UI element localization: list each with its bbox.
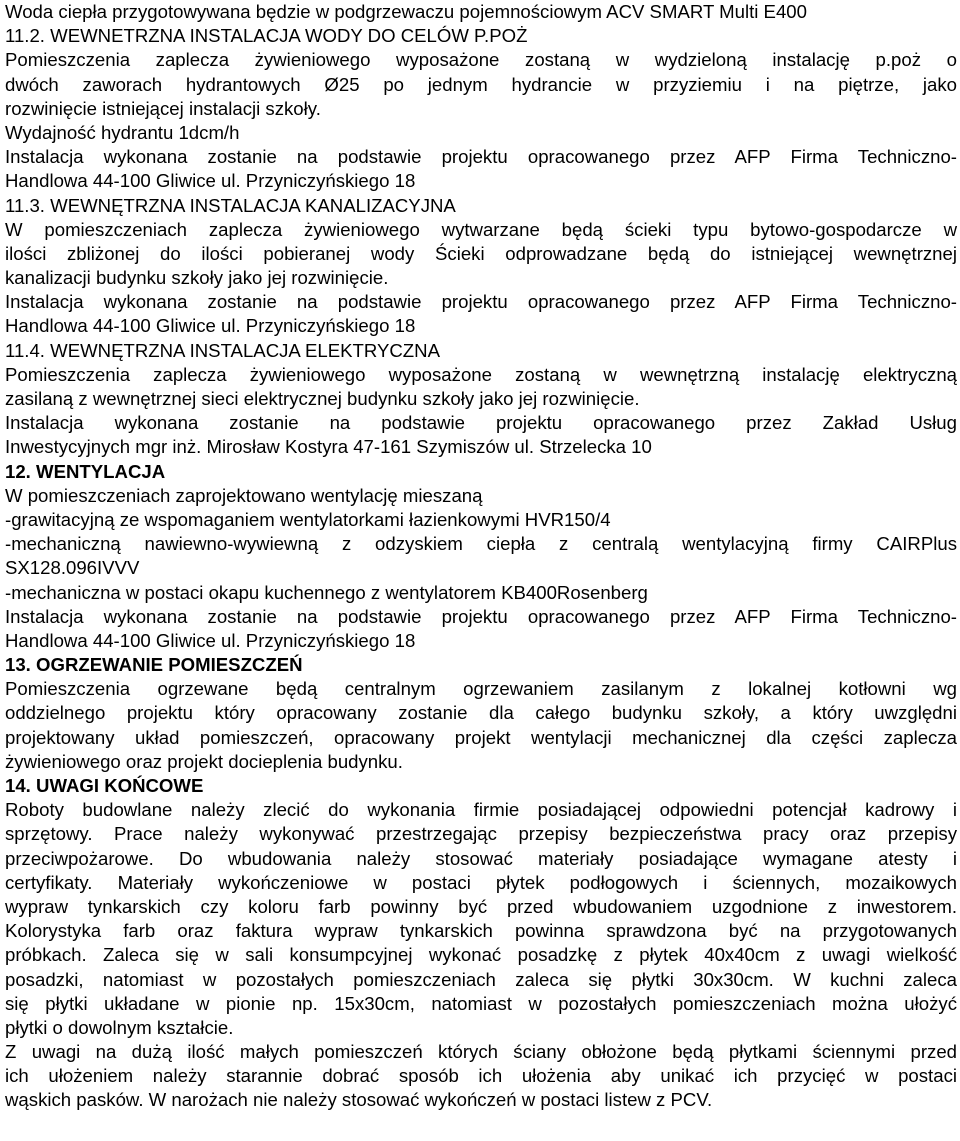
text-line: -mechaniczną nawiewno-wywiewną z odzyskiem ciepła z centralą wentylacyjną firmy CAIRPlus xyxy=(5,533,957,555)
section-heading: 13. OGRZEWANIE POMIESZCZEŃ xyxy=(5,654,303,676)
text-line: żywieniowego oraz projekt docieplenia budynku. xyxy=(5,750,403,772)
text-line: kanalizacji budynku szkoły jako jej rozwinięcie. xyxy=(5,267,389,289)
text-line: W pomieszczeniach zaplecza żywieniowego wytwarzane będą ścieki typu bytowo-gospodarcze w xyxy=(5,218,957,240)
text-line: się płytki układane w pionie np. 15x30cm, natomiast w pozostałych pomieszczeniach można ułożyć xyxy=(5,992,957,1014)
document-page xyxy=(5,0,957,1113)
text-line: projektowany układ pomieszczeń, opracowany projekt wentylacji mechanicznej dla części zaplecza xyxy=(5,726,957,748)
section-heading: 14. UWAGI KOŃCOWE xyxy=(5,775,204,796)
section-heading: 12. WENTYLACJA xyxy=(5,460,166,482)
text-line: Roboty budowlane należy zlecić do wykonania firmie posiadającej odpowiedni potencjał kadrowy i xyxy=(5,799,957,821)
text-line: płytki o dowolnym kształcie. xyxy=(5,1016,234,1038)
text-line: Instalacja wykonana zostanie na podstawie projektu opracowanego przez Zakład Usług xyxy=(5,412,957,434)
text-line: 11.2. WEWNETRZNA INSTALACJA WODY DO CELÓW P.POŻ xyxy=(5,25,528,47)
text-line: ich ułożeniem należy starannie dobrać sposób ich ułożenia aby unikać ich przycięć w postaci xyxy=(5,1065,957,1087)
text-line: W pomieszczeniach zaprojektowano wentylację mieszaną xyxy=(5,484,483,506)
text-line: Inwestycyjnych mgr inż. Mirosław Kostyra 47-161 Szymiszów ul. Strzelecka 10 xyxy=(5,436,652,458)
text-line: sprzętowy. Prace należy wykonywać przestrzegając przepisy bezpieczeństwa pracy oraz przepisy xyxy=(5,823,957,845)
text-line: Instalacja wykonana zostanie na podstawie projektu opracowanego przez AFP Firma Techniczno- xyxy=(5,146,957,168)
text-line: wypraw tynkarskich czy koloru farb powinny być przed wbudowaniem uzgodnione z inwestorem. xyxy=(5,895,957,917)
text-line: Pomieszczenia zaplecza żywieniowego wyposażone zostaną w wewnętrzną instalację elektryczną xyxy=(5,363,957,385)
text-line: Instalacja wykonana zostanie na podstawie projektu opracowanego przez AFP Firma Techniczno- xyxy=(5,291,957,313)
text-line: Pomieszczenia zaplecza żywieniowego wyposażone zostaną w wydzieloną instalację p.poż o xyxy=(5,49,957,71)
text-line: oddzielnego projektu który opracowany zostanie dla całego budynku szkoły, a który uwzględni xyxy=(5,702,957,724)
text-line: próbkach. Zaleca się w sali konsumpcyjnej wykonać posadzkę z płytek 40x40cm z uwagi wielkość xyxy=(5,944,957,966)
text-line: Wydajność hydrantu 1dcm/h xyxy=(5,121,240,143)
text-line: Pomieszczenia ogrzewane będą centralnym ogrzewaniem zasilanym z lokalnej kotłowni wg xyxy=(5,678,957,700)
text-line: 11.3. WEWNĘTRZNA INSTALACJA KANALIZACYJNA xyxy=(5,194,456,216)
text-line: dwóch zaworach hydrantowych Ø25 po jednym hydrancie w przyziemiu i na piętrze, jako xyxy=(5,73,957,95)
text-line: Z uwagi na dużą ilość małych pomieszczeń których ściany obłożone będą płytkami ściennymi przed xyxy=(5,1041,957,1063)
text-line: Handlowa 44-100 Gliwice ul. Przyniczyńskiego 18 xyxy=(5,629,416,651)
text-line: Kolorystyka farb oraz faktura wypraw tynkarskich powinna sprawdzona być na przygotowanych xyxy=(5,920,957,942)
text-line: rozwinięcie istniejącej instalacji szkoły. xyxy=(5,97,321,119)
text-line: certyfikaty. Materiały wykończeniowe w postaci płytek podłogowych i ściennych, mozaikowych xyxy=(5,871,957,893)
text-line: Handlowa 44-100 Gliwice ul. Przyniczyńskiego 18 xyxy=(5,315,416,337)
text-line: posadzki, natomiast w pozostałych pomieszczeniach zaleca się płytki 30x30cm. W kuchni zaleca xyxy=(5,968,957,990)
text-line: SX128.096IVVV xyxy=(5,557,140,579)
text-line: -mechaniczna w postaci okapu kuchennego z wentylatorem KB400Rosenberg xyxy=(5,581,648,603)
text-line: Woda ciepła przygotowywana będzie w podgrzewaczu pojemnościowym ACV SMART Multi E400 xyxy=(5,1,807,22)
text-line: przeciwpożarowe. Do wbudowania należy stosować materiały posiadające wymagane atesty i xyxy=(5,847,957,869)
text-line: 11.4. WEWNĘTRZNA INSTALACJA ELEKTRYCZNA xyxy=(5,339,440,361)
text-line: ilości zbliżonej do ilości pobieranej wody Ścieki odprowadzane będą do istniejącej wewnętrznej xyxy=(5,242,957,264)
text-line: -grawitacyjną ze wspomaganiem wentylatorkami łazienkowymi HVR150/4 xyxy=(5,508,611,530)
text-line: Handlowa 44-100 Gliwice ul. Przyniczyńskiego 18 xyxy=(5,170,416,192)
text-line: Instalacja wykonana zostanie na podstawie projektu opracowanego przez AFP Firma Techniczno- xyxy=(5,605,957,627)
text-line: wąskich pasków. W narożach nie należy stosować wykończeń w postaci listew z PCV. xyxy=(5,1089,713,1111)
text-line: zasilaną z wewnętrznej sieci elektrycznej budynku szkoły jako jej rozwinięcie. xyxy=(5,388,640,409)
